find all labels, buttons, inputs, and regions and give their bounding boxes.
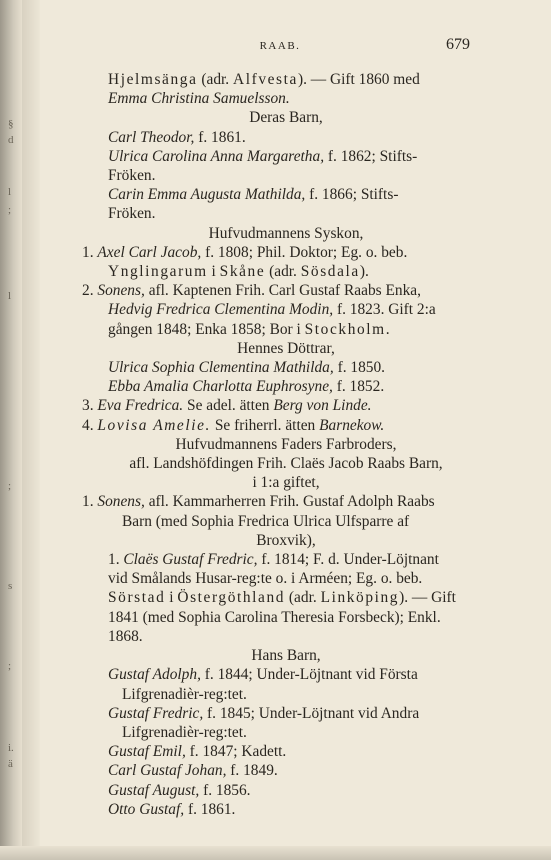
text-line — [82, 742, 490, 761]
text-segment: f. 1814; F. d. Under-Löjtnant — [257, 551, 439, 569]
text-line — [82, 512, 490, 531]
margin-mark: i. — [8, 742, 14, 754]
text-segment: 1841 (med Sophia Carolina Theresia Forsbeck); Enkl. — [108, 608, 441, 626]
text-line — [82, 89, 490, 108]
page-body-text — [82, 70, 490, 819]
text-segment: Gustaf August, — [108, 781, 200, 799]
text-line — [82, 416, 490, 435]
text-segment: . — [385, 320, 390, 338]
margin-mark: ; — [8, 204, 12, 216]
text-line — [82, 281, 490, 300]
text-line — [82, 147, 490, 166]
text-segment: ). — Gift 1860 med — [297, 71, 420, 88]
text-segment: Emma Christina Samuelsson. — [108, 90, 290, 108]
text-segment: Fröken. — [108, 167, 156, 185]
text-segment: i — [165, 589, 178, 607]
text-line — [82, 396, 490, 415]
text-segment: Eva Fredrica. — [97, 397, 184, 415]
text-segment: Berg von Linde. — [273, 397, 372, 415]
text-segment: 1. — [108, 551, 124, 569]
text-segment: f. 1866; Stifts- — [305, 186, 399, 204]
text-line — [82, 166, 490, 185]
text-segment: afl. Landshöfdingen Frih. Claës Jacob Raabs Barn, — [129, 455, 443, 473]
text-line — [82, 224, 490, 243]
text-segment: ). — Gift — [399, 589, 456, 607]
text-segment: Hennes Döttrar, — [237, 339, 335, 357]
text-segment: f. 1849. — [226, 762, 278, 780]
text-segment: Östergöthland — [177, 589, 286, 607]
text-segment: Sonens, — [97, 493, 145, 511]
text-line — [82, 531, 490, 550]
text-segment: (adr. — [265, 263, 301, 281]
margin-mark: s — [8, 580, 13, 592]
text-line — [82, 300, 490, 319]
text-segment: Hufvudmannens Faders Farbroders, — [175, 435, 397, 453]
text-segment: Lifgrenadièr-reg:tet. — [122, 723, 247, 741]
text-segment: 1. — [82, 493, 98, 511]
text-line — [82, 761, 490, 780]
text-segment: Skåne — [219, 263, 266, 281]
text-segment: afl. Kaptenen Frih. Carl Gustaf Raabs Enka, — [144, 282, 421, 300]
text-line — [82, 800, 490, 819]
text-segment: Gustaf Adolph, — [108, 666, 201, 684]
text-line — [82, 492, 490, 511]
text-segment: 1868. — [108, 627, 143, 645]
text-line — [82, 646, 490, 665]
text-segment: Stockholm — [304, 320, 386, 338]
margin-mark: ; — [8, 660, 12, 672]
text-segment: gången 1848; Enka 1858; Bor i — [108, 320, 305, 338]
text-line — [82, 377, 490, 396]
text-segment: i 1:a giftet, — [252, 474, 320, 492]
running-head-title: RAAB. — [259, 40, 301, 52]
text-line — [82, 185, 490, 204]
text-segment: Sonens, — [97, 282, 145, 300]
text-segment: Claës Gustaf Fredric, — [123, 551, 258, 569]
text-segment: Lovisa Amelie. — [97, 416, 211, 434]
text-segment: ). — [359, 263, 369, 281]
text-segment: Otto Gustaf, — [108, 800, 185, 818]
text-line — [82, 108, 490, 127]
text-segment: Hedvig Fredrica Clementina Modin, — [108, 301, 334, 319]
text-segment: f. 1861. — [184, 800, 236, 818]
text-segment: f. 1808; Phil. Doktor; Eg. o. beb. — [201, 243, 408, 261]
text-line — [82, 608, 490, 627]
text-line — [82, 128, 490, 147]
text-segment: 4. — [82, 416, 98, 434]
text-segment: afl. Kammarherren Frih. Gustaf Adolph Raabs — [144, 493, 435, 511]
text-line — [82, 588, 490, 607]
text-line — [82, 435, 490, 454]
margin-mark: ; — [8, 480, 12, 492]
text-segment: Sörstad — [108, 589, 166, 607]
text-segment: Ulrica Carolina Anna Margaretha, — [108, 147, 325, 165]
text-segment: (adr. — [285, 589, 321, 607]
text-line — [82, 781, 490, 800]
text-line — [82, 339, 490, 358]
text-segment: vid Smålands Husar-reg:te o. i Arméen; Eg. o. beb. — [108, 570, 423, 588]
text-line — [82, 473, 490, 492]
text-segment: f. 1823. Gift 2:a — [333, 301, 436, 319]
text-line — [82, 704, 490, 723]
text-segment: f. 1862; Stifts- — [324, 147, 418, 165]
text-segment: Lifgrenadièr-reg:tet. — [122, 685, 247, 703]
text-line — [82, 243, 490, 262]
text-line — [82, 569, 490, 588]
text-segment: Gustaf Fredric, — [108, 704, 204, 722]
text-segment: Deras Barn, — [249, 109, 323, 127]
text-segment: Ulrica Sophia Clementina Mathilda, — [108, 359, 334, 377]
text-line — [82, 70, 490, 89]
text-segment: 3. — [82, 397, 98, 415]
text-segment: Hjelmsänga — [108, 71, 198, 88]
text-segment: Se adel. ätten — [183, 397, 274, 415]
text-line — [82, 204, 490, 223]
text-segment: Carl Gustaf Johan, — [108, 762, 227, 780]
text-line — [82, 685, 490, 704]
text-line — [82, 262, 490, 281]
text-segment: Barn (med Sophia Fredrica Ulrica Ulfsparre af — [122, 512, 410, 530]
text-line — [82, 454, 490, 473]
text-line — [82, 723, 490, 742]
text-segment: 1. — [82, 243, 98, 261]
margin-mark: l — [8, 290, 12, 302]
text-segment: Sösdala — [300, 263, 360, 281]
margin-mark: § — [8, 118, 14, 130]
text-segment: f. 1852. — [332, 378, 385, 396]
text-segment: f. 1845; Under-Löjtnant vid Andra — [203, 704, 420, 722]
text-segment: Carin Emma Augusta Mathilda, — [108, 186, 306, 204]
text-segment: f. 1844; Under-Löjtnant vid Första — [200, 666, 418, 684]
page-fold — [22, 0, 40, 860]
margin-mark: l — [8, 186, 12, 198]
text-segment: Hans Barn, — [251, 647, 321, 665]
text-line — [82, 665, 490, 684]
running-head — [90, 36, 470, 56]
text-segment: f. 1847; Kadett. — [185, 743, 287, 761]
margin-mark: d — [8, 134, 14, 146]
text-segment: (adr. — [197, 71, 233, 88]
text-segment: Linköping — [320, 589, 400, 607]
text-segment: f. 1861. — [194, 128, 246, 146]
text-line — [82, 358, 490, 377]
text-segment: f. 1856. — [199, 781, 251, 799]
text-segment: Se friherrl. ätten — [210, 416, 320, 434]
text-segment: 2. — [82, 282, 98, 300]
text-segment: Barnekow. — [319, 416, 385, 434]
text-line — [82, 550, 490, 569]
text-segment: Ebba Amalia Charlotta Euphrosyne, — [108, 378, 333, 396]
text-line — [82, 627, 490, 646]
page-bottom-edge — [0, 846, 551, 860]
text-line — [82, 320, 490, 339]
text-segment: Fröken. — [108, 205, 156, 223]
text-segment: Gustaf Emil, — [108, 743, 186, 761]
text-segment: Alfvesta — [233, 71, 298, 88]
text-segment: f. 1850. — [333, 359, 386, 377]
text-segment: Carl Theodor, — [108, 128, 195, 146]
text-segment: Ynglingarum — [108, 263, 208, 281]
margin-mark: ä — [8, 758, 13, 770]
text-segment: Axel Carl Jacob, — [97, 243, 202, 261]
text-segment: i — [207, 263, 220, 281]
text-segment: Hufvudmannens Syskon, — [208, 224, 364, 242]
text-segment: Broxvik), — [256, 531, 316, 549]
page-number: 679 — [446, 36, 470, 53]
